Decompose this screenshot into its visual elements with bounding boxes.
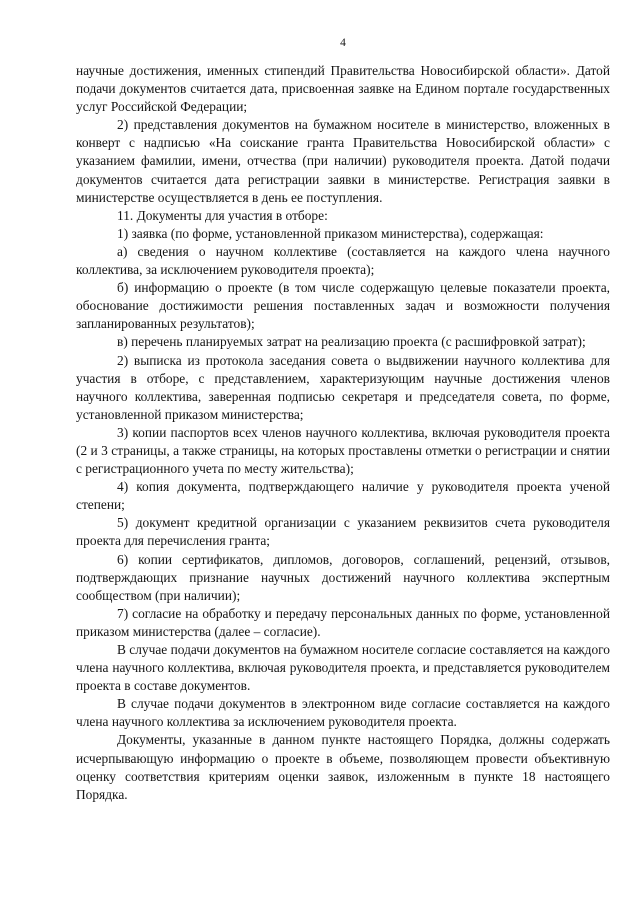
paragraph: 3) копии паспортов всех членов научного коллектива, включая руководителя проекта (2 и 3 страницы, а также страницы, на которых проставлены отметки о регистрации и снятии с регистрационного учета по месту жительства); (76, 424, 610, 477)
paragraph: 5) документ кредитной организации с указанием реквизитов счета руководителя проекта для перечисления гранта; (76, 515, 610, 549)
paragraph: научные достижения, именных стипендий Правительства Новосибирской области». Датой подачи документов считается дата, присвоенная заявке на Едином портале государственных услуг Российской Федерации; (76, 63, 610, 115)
paragraph: 2) выписка из протокола заседания совета о выдвижении научного коллектива для участия в отборе, с представлением, характеризующим научные достижения членов научного коллектива, заверенная подписью секретаря и председателя совета, по форме, установленной приказом министерства; (76, 352, 610, 422)
paragraph: 7) согласие на обработку и передачу персональных данных по форме, установленной приказом министерства (далее – согласие). (76, 605, 610, 639)
document-body (76, 62, 610, 804)
paragraph: б) информацию о проекте (в том числе содержащую целевые показатели проекта, обоснование достижимости решения поставленных задач и возможности получения запланированных результатов); (76, 280, 610, 332)
paragraph: В случае подачи документов в электронном виде согласие составляется на каждого члена научного коллектива за исключением руководителя проекта. (76, 696, 610, 730)
paragraph: Документы, указанные в данном пункте настоящего Порядка, должны содержать исчерпывающую информацию о проекте в объеме, позволяющем провести объективную оценку соответствия критериям оценки заявок, изложенным в пункте 18 настоящего Порядка. (76, 732, 610, 802)
paragraph: а) сведения о научном коллективе (составляется на каждого члена научного коллектива, за исключением руководителя проекта); (76, 243, 610, 278)
paragraph: 4) копия документа, подтверждающего наличие у руководителя проекта ученой степени; (76, 479, 610, 513)
paragraph: 1) заявка (по форме, установленной приказом министерства), содержащая: (117, 225, 544, 241)
paragraph: В случае подачи документов на бумажном носителе согласие составляется на каждого члена научного коллектива, включая руководителя проекта, и представляется руководителем проекта в составе документов. (76, 642, 610, 694)
paragraph: 2) представления документов на бумажном носителе в министерство, вложенных в конверт с надписью «На соискание гранта Правительства Новосибирской области» с указанием фамилии, имени, отчества (при наличии) руководителя проекта. Датой подачи документов считается дата регистрации заявки в министерстве. Регистрация заявки в министерстве осуществляется в день ее поступления. (76, 117, 610, 205)
paragraph: 11. Документы для участия в отборе: (117, 207, 328, 223)
paragraph: в) перечень планируемых затрат на реализацию проекта (с расшифровкой затрат); (117, 334, 586, 350)
page-number: 4 (340, 37, 346, 49)
paragraph: 6) копии сертификатов, дипломов, договоров, соглашений, рецензий, отзывов, подтверждающих признание научных достижений научного коллектива экспертным сообществом (при наличии); (76, 551, 610, 603)
